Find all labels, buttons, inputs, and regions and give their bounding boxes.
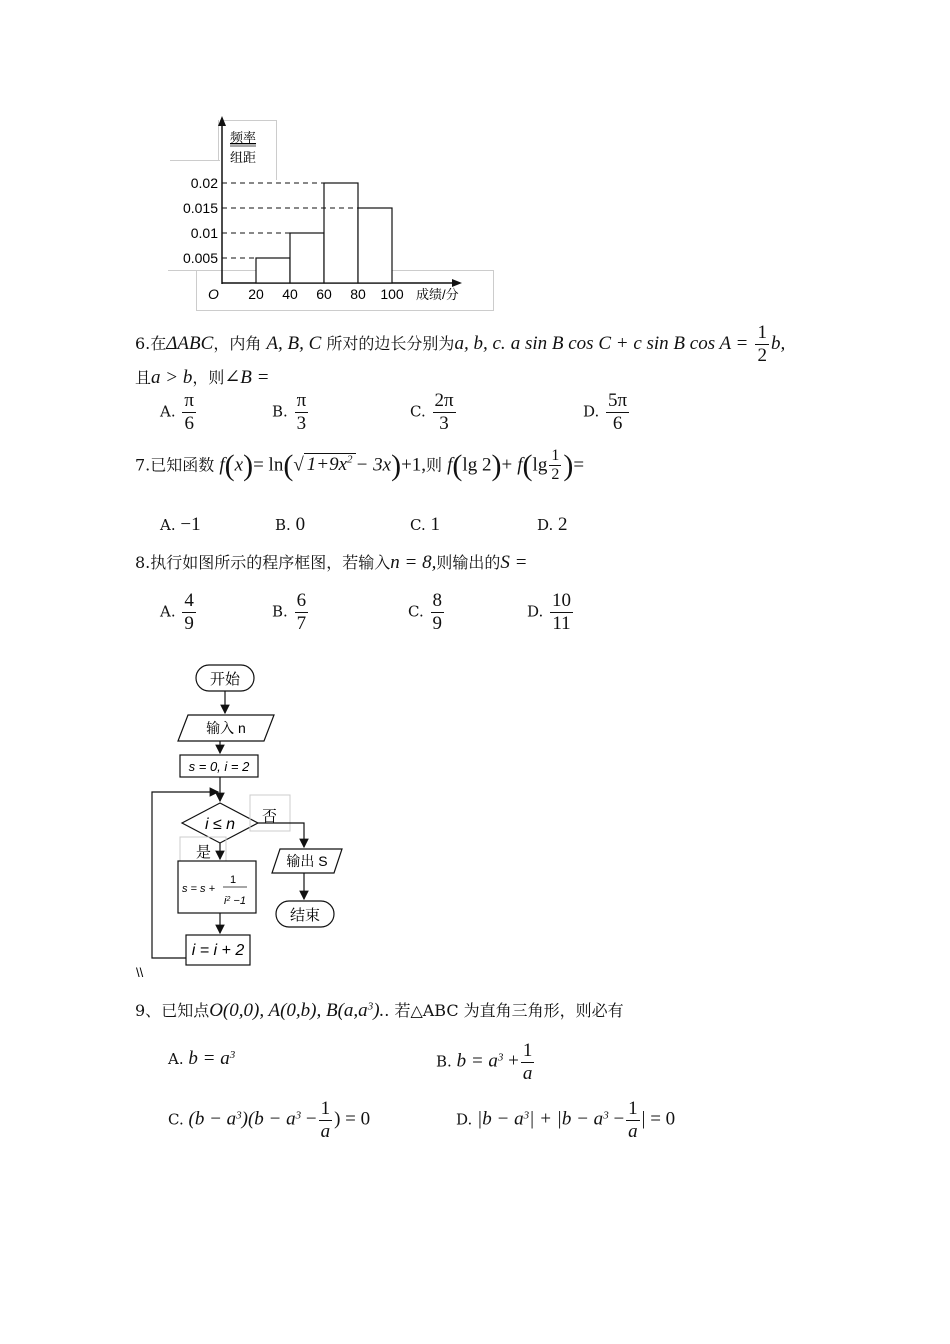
histogram-bar-4 <box>358 208 392 283</box>
q7-option-b: B. 0 <box>275 514 306 535</box>
flowchart <box>130 655 370 985</box>
q9-option-b: B. $b = a^3$ + $\frac{1}{a}$ <box>436 1040 533 1084</box>
flow-init-label: s = 0, i = 2 <box>188 759 250 774</box>
x-tick-label: 100 <box>380 286 404 302</box>
y-tick-label: 0.005 <box>182 250 218 266</box>
x-axis-label: 成绩/分 <box>416 287 459 302</box>
q8-option-a: A. $\frac{4}{9}$ <box>160 590 194 634</box>
x-axis-arrow-icon <box>452 279 462 287</box>
histogram-bar-2 <box>290 233 324 283</box>
histogram-bar-1 <box>256 258 290 283</box>
question-7: 7.已知函数 f(x)= ln(√ $1+9x^2 - 3x)+1$,则 f(lg 2)+ f(lg $\frac{1}{2}$ )= <box>135 447 585 484</box>
origin-label: O <box>208 286 219 302</box>
q6-triangle: ΔABC <box>166 332 214 354</box>
q8-option-c: C. $\frac{8}{9}$ <box>408 590 442 634</box>
flow-start-label: 开始 <box>209 671 241 688</box>
question-6-line2: 且a > b，则∠B = <box>135 367 270 388</box>
y-title-bottom: 组距 <box>230 150 257 165</box>
q6-number: 6. <box>135 333 151 353</box>
flow-update-s-den-sup: 2 <box>226 896 231 903</box>
flow-yes-label: 是 <box>196 844 212 861</box>
x-tick-label: 40 <box>282 286 298 302</box>
question-9: 9、已知点O(0,0), A(0,b), $B(a,a^3)$.. 若△ABC 为直角三角形，则必有 <box>135 1000 624 1021</box>
q6-option-d: D. $\frac{5\pi}{6}$ <box>583 390 628 434</box>
flow-output-label: 输出 S <box>286 853 328 869</box>
flow-update-i-label: i = i + 2 <box>191 942 245 959</box>
q9-option-c: C. $(b - a^3)(b - a^3$ − $\frac{1}{a}$ ) = 0 <box>168 1098 371 1142</box>
q7-option-c: C. 1 <box>410 514 440 535</box>
q6-option-c: C. $\frac{2\pi}{3}$ <box>410 390 454 434</box>
y-tick-label: 0.02 <box>190 175 218 191</box>
x-tick-label: 60 <box>316 286 332 302</box>
q6-option-a: A. $\frac{\pi}{6}$ <box>160 390 194 434</box>
flow-update-s-den-b: −1 <box>230 895 246 907</box>
flow-end-label: 结束 <box>289 907 321 924</box>
flow-input-label: 输入 n <box>206 720 246 736</box>
y-tick-label: 0.015 <box>182 200 218 216</box>
flow-update-s-den-i: i <box>224 895 227 907</box>
q6-option-b: B. $\frac{\pi}{3}$ <box>272 390 307 434</box>
q9-option-d: D. $|b - a^3| + |b - a^3$ − $\frac{1}{a}$ | = 0 <box>456 1098 676 1142</box>
histogram-chart <box>160 112 500 314</box>
q9-option-a: A. $b = a^3$ <box>168 1048 236 1069</box>
q7-number: 7. <box>135 455 151 475</box>
q8-option-b: B. $\frac{6}{7}$ <box>272 590 307 634</box>
q9-number: 9、 <box>135 1001 162 1020</box>
histogram-bar-3 <box>324 183 358 283</box>
q8-option-d: D. $\frac{10}{11}$ <box>527 590 572 634</box>
x-tick-label: 80 <box>350 286 366 302</box>
q6-equation: a sin B cos C + c sin B cos A = <box>510 332 749 354</box>
y-title-top: 频率 <box>230 130 257 145</box>
y-tick-label: 0.01 <box>190 225 218 241</box>
q7-option-d: D. 2 <box>537 514 568 535</box>
question-8: 8.执行如图所示的程序框图，若输入n = 8,则输出的S = <box>135 552 528 573</box>
flow-decision-label: i ≤ n <box>204 816 236 833</box>
flow-update-s-num: 1 <box>229 874 237 886</box>
flow-slash-mark: \\ <box>136 965 144 980</box>
flow-update-s-label: s = s + <box>182 883 216 895</box>
q8-number: 8. <box>135 553 151 572</box>
q6-ask: ∠B = <box>224 367 270 388</box>
q6-half-fraction: $\frac{1}{2}$ <box>757 322 767 366</box>
flow-no-label: 否 <box>262 808 278 825</box>
q7-option-a: A. −1 <box>160 514 201 535</box>
x-tick-label: 20 <box>248 286 264 302</box>
question-6: 6.在ΔABC，内角 A, B, C 所对的边长分别为a, b, c. a sin B cos C + c sin B cos A = $\frac{1}{2}$ b, <box>135 322 786 366</box>
